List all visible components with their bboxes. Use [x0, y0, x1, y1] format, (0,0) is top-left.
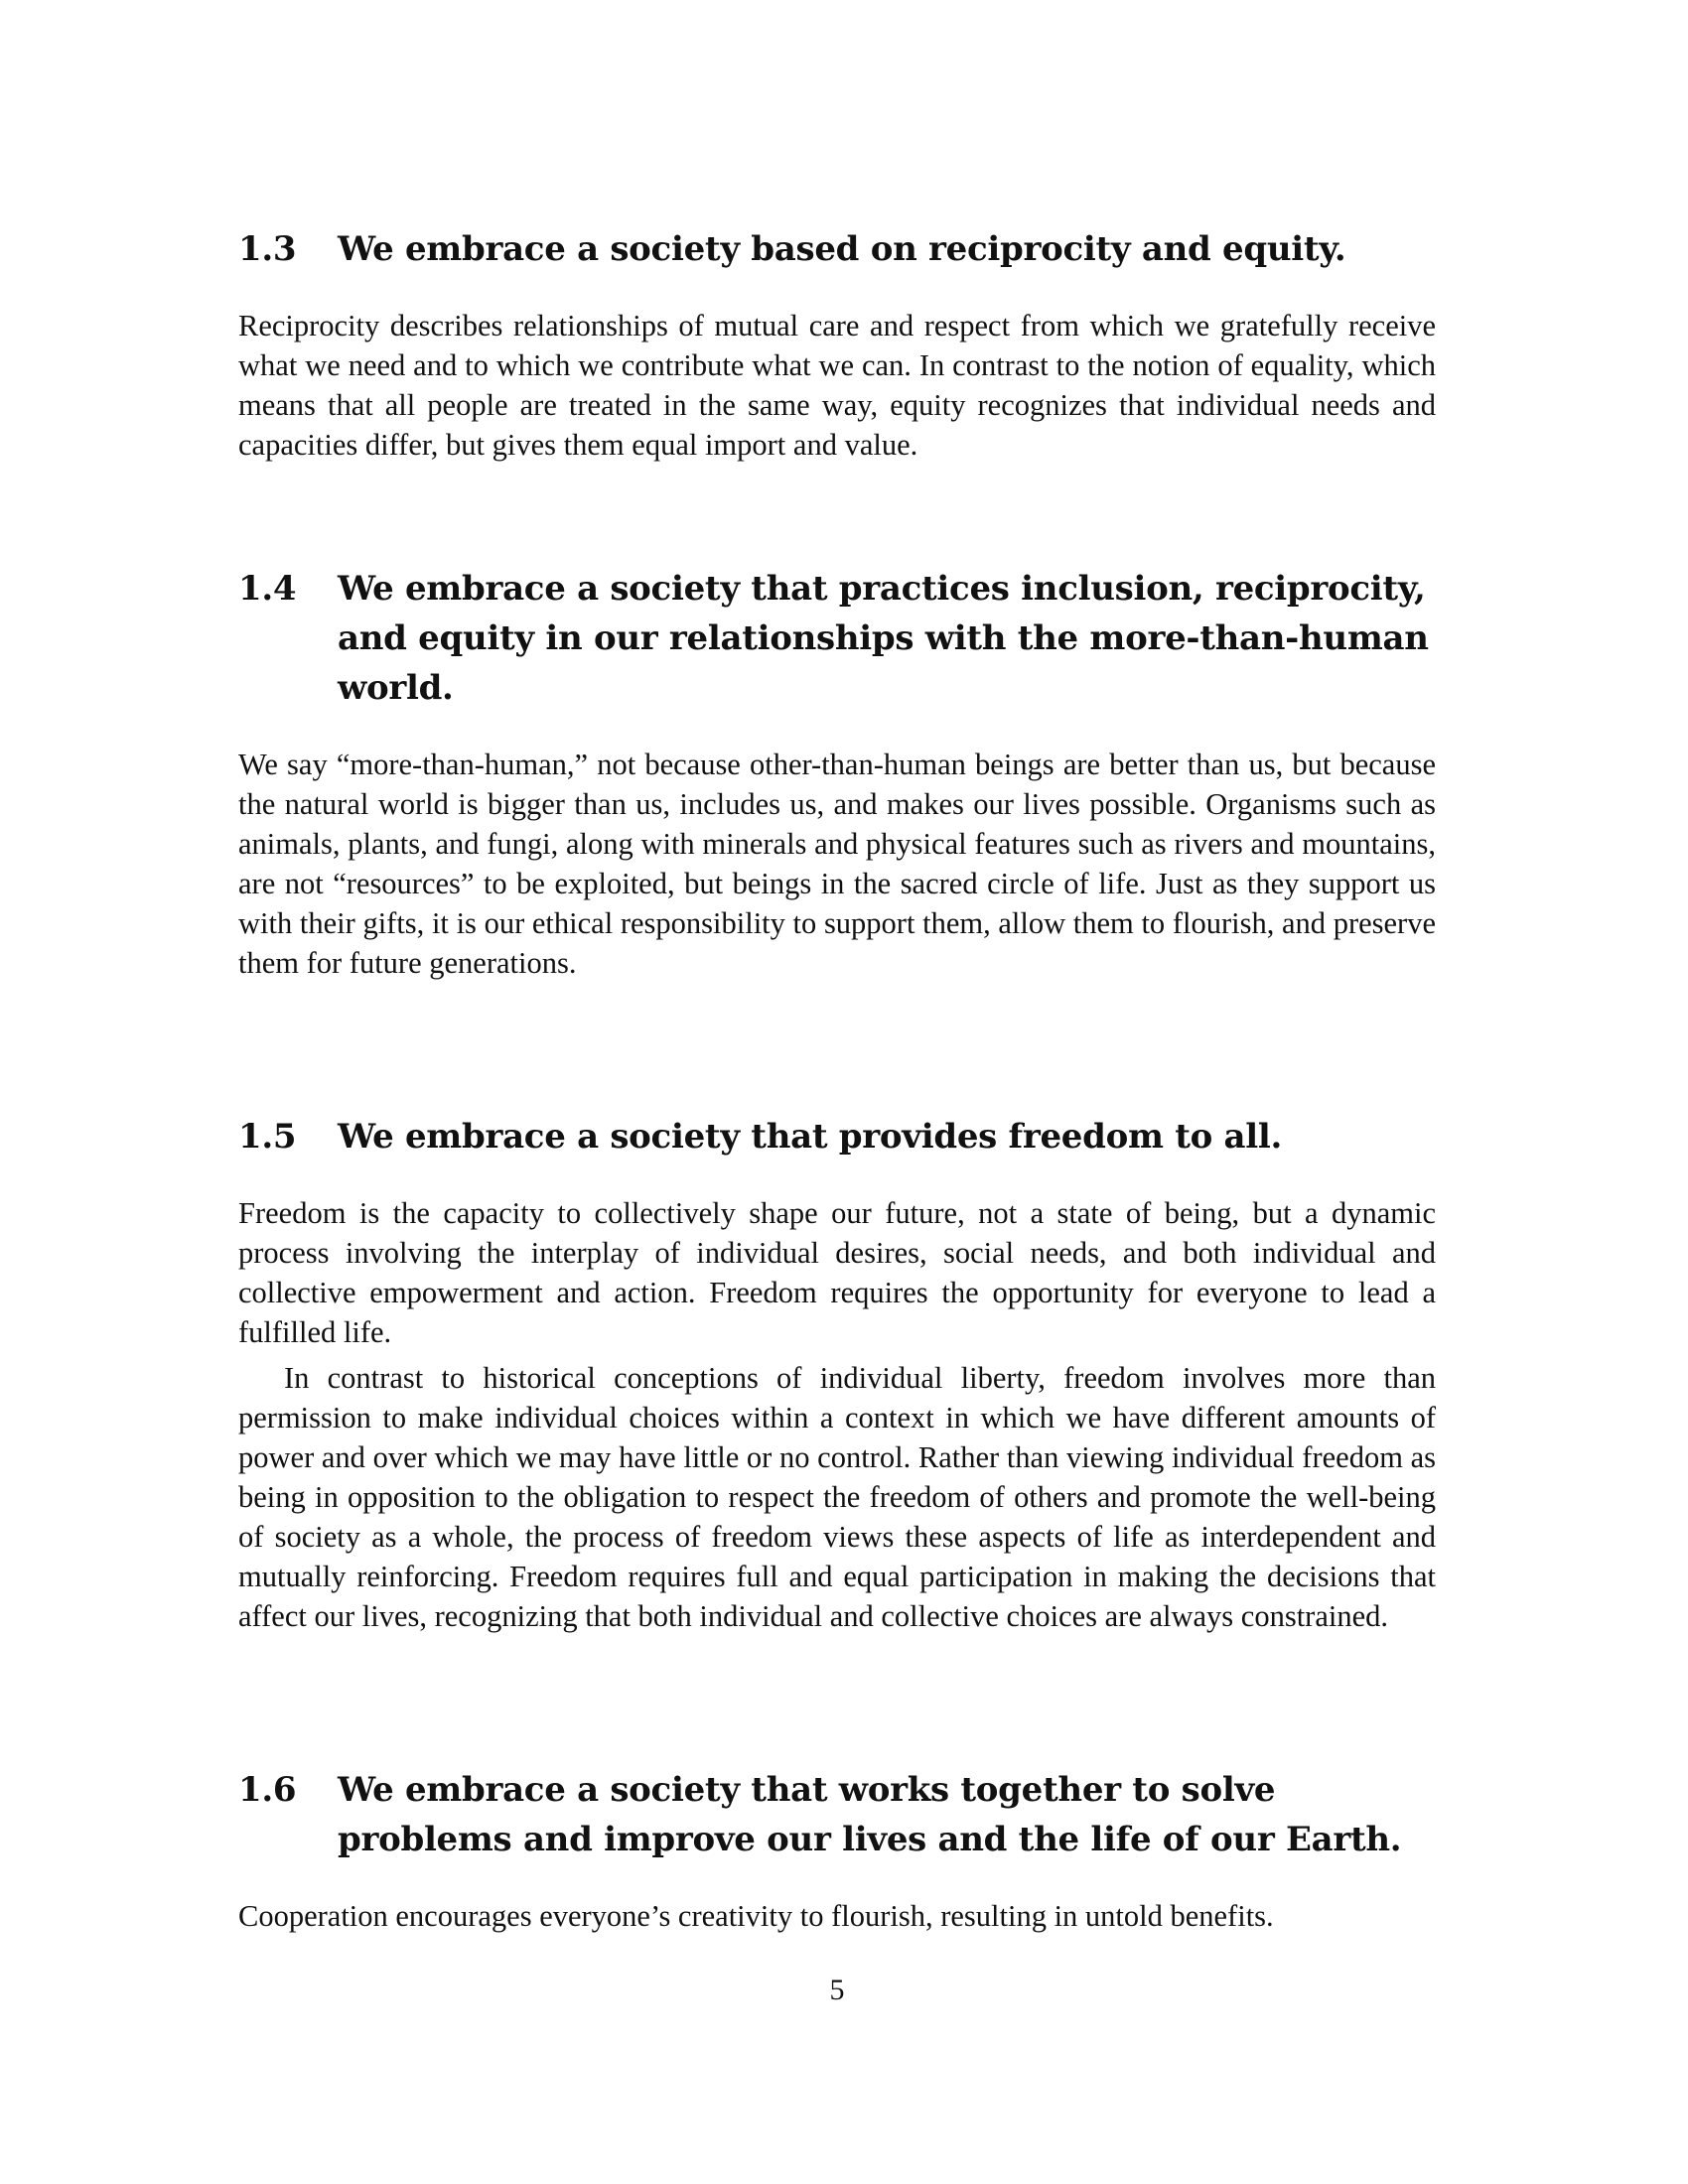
section-title: We embrace a society that works together to solve problems and improve our lives and the life of our Earth. [338, 1770, 1402, 1859]
section-title: We embrace a society that practices inclusion, reciprocity, and equity in our relationships with the more-than-human world. [338, 569, 1429, 708]
paragraph: Freedom is the capacity to collectively shape our future, not a state of being, but a dynamic process involving the interplay of individual desires, social needs, and both individual and collective empowerment and action. Freedom requires the opportunity for everyone to lead a fulfilled life. [238, 1196, 1436, 1349]
section-heading [238, 224, 1436, 274]
section-number: 1.3 [238, 229, 297, 269]
section-heading [238, 1765, 1436, 1864]
section-1-4 [238, 564, 1436, 983]
section-number: 1.4 [238, 569, 297, 609]
section-1-6 [238, 1765, 1436, 1936]
paragraph: Cooperation encourages everyone’s creativity to flourish, resulting in untold benefits. [238, 1899, 1274, 1933]
page-number: 5 [829, 1974, 845, 2006]
section-number: 1.6 [238, 1770, 297, 1810]
section-1-3 [238, 224, 1436, 465]
section-heading [238, 564, 1436, 713]
paragraph: In contrast to historical conceptions of individual liberty, freedom involves more than permission to make individual choices within a context in which we have different amounts of power and over which we may have little or no control. Rather than viewing individual freedom as being in opposition to the obligation to respect the freedom of others and promote the well-being of society as a whole, the process of freedom views these aspects of life as interdependent and mutually reinforcing. Freedom requires full and equal participation in making the decisions that affect our lives, recognizing that both individual and collective choices are always constrained. [238, 1361, 1436, 1633]
section-title: We embrace a society that provides freedom to all. [338, 1117, 1283, 1157]
section-1-5 [238, 1112, 1436, 1636]
paragraph: We say “more-than-human,” not because other-than-human beings are better than us, but because the natural world is bigger than us, includes us, and makes our lives possible. Organisms such as animals, plants, and fungi, along with minerals and physical features such as rivers and mountains, are not “resources” to be exploited, but beings in the sacred circle of life. Just as they support us with their gifts, it is our ethical responsibility to support them, allow them to flourish, and preserve them for future generations. [238, 748, 1436, 980]
section-heading [238, 1112, 1436, 1161]
section-title: We embrace a society based on reciprocity and equity. [338, 229, 1346, 269]
section-number: 1.5 [238, 1117, 297, 1157]
paragraph: Reciprocity describes relationships of mutual care and respect from which we gratefully receive what we need and to which we contribute what we can. In contrast to the notion of equality, which means that all people are treated in the same way, equity recognizes that individual needs and capacities differ, but gives them equal import and value. [238, 309, 1436, 462]
